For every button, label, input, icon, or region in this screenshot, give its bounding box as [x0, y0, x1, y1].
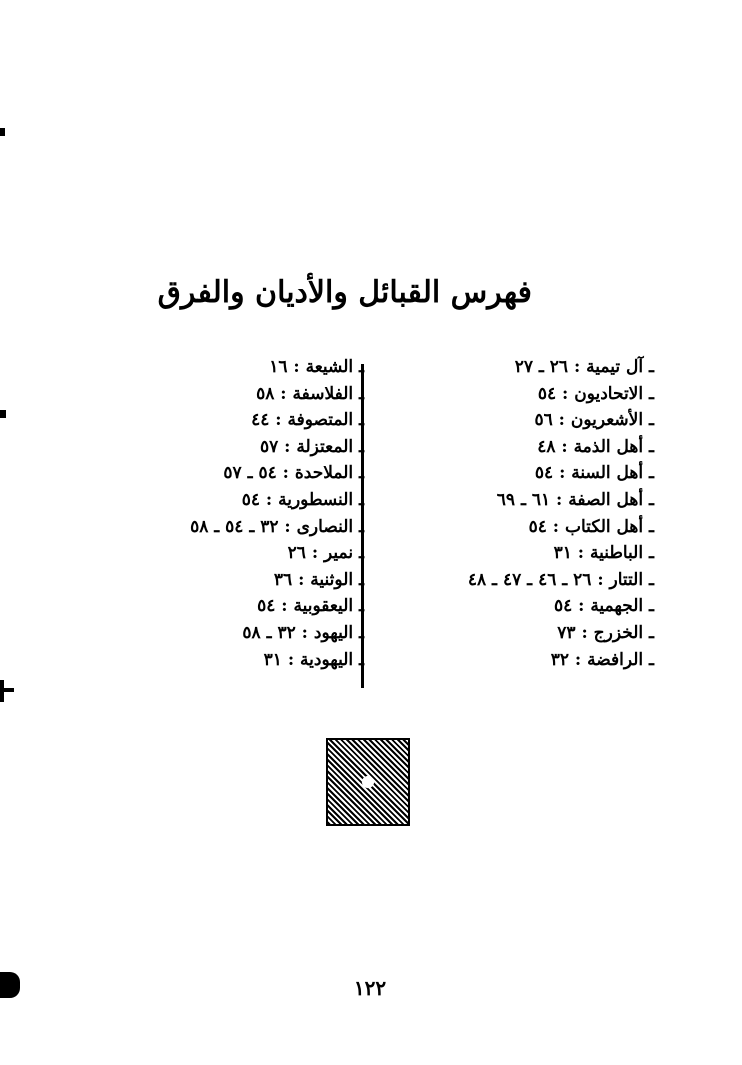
index-entry: ـ المتصوفة : ٤٤	[251, 410, 364, 431]
index-entry: ـ الملاحدة : ٥٤ ـ ٥٧	[223, 463, 364, 484]
index-entry: ـ النصارى : ٣٢ ـ ٥٤ ـ ٥٨	[190, 516, 364, 537]
index-entry: ـ أهل الكتاب : ٥٤	[528, 516, 654, 537]
index-entry: ـ أهل السنة : ٥٤	[534, 463, 654, 484]
index-entry: ـ الوثنية : ٣٦	[273, 569, 364, 590]
index-column-left	[144, 354, 364, 673]
index-entry: ـ الرافضة : ٣٢	[550, 649, 654, 670]
page-number: ١٢٢	[353, 976, 387, 1000]
index-entry: ـ أهل الصفة : ٦١ ـ ٦٩	[496, 489, 654, 510]
index-entry: ـ المعتزلة : ٥٧	[259, 436, 364, 457]
index-entry: ـ اليعقوبية : ٥٤	[257, 596, 364, 617]
index-title: فهرس القبائل والأديان والفرق	[157, 275, 532, 310]
index-entry: ـ الاتحاديون : ٥٤	[537, 383, 654, 404]
index-entry: ـ أهل الذمة : ٤٨	[537, 436, 654, 457]
index-entry: ـ الشيعة : ١٦	[269, 357, 364, 377]
index-entry: ـ التتار : ٢٦ ـ ٤٦ ـ ٤٧ ـ ٤٨	[467, 569, 654, 590]
index-column-right	[374, 354, 654, 673]
index-entry: ـ الجهمية : ٥٤	[553, 596, 654, 617]
index-entry: ـ آل تيمية : ٢٦ ـ ٢٧	[514, 357, 654, 377]
index-entry: ـ النسطورية : ٥٤	[241, 489, 364, 510]
index-entry: ـ الباطنية : ٣١	[553, 543, 654, 564]
scan-mark	[0, 410, 6, 418]
index-entry: ـ الأشعريون : ٥٦	[534, 410, 654, 431]
index-entry: ـ الخزرج : ٧٣	[557, 622, 654, 643]
index-entry: ـ نمير : ٢٦	[287, 543, 364, 564]
index-entry: ـ الفلاسفة : ٥٨	[256, 383, 364, 404]
index-entry: ـ اليهود : ٣٢ ـ ٥٨	[242, 622, 364, 643]
index-entry: ـ اليهودية : ٣١	[263, 649, 364, 670]
scan-mark	[0, 128, 5, 136]
scan-mark	[0, 688, 14, 692]
decorative-ornament-icon	[326, 738, 410, 826]
scan-mark	[0, 972, 20, 998]
